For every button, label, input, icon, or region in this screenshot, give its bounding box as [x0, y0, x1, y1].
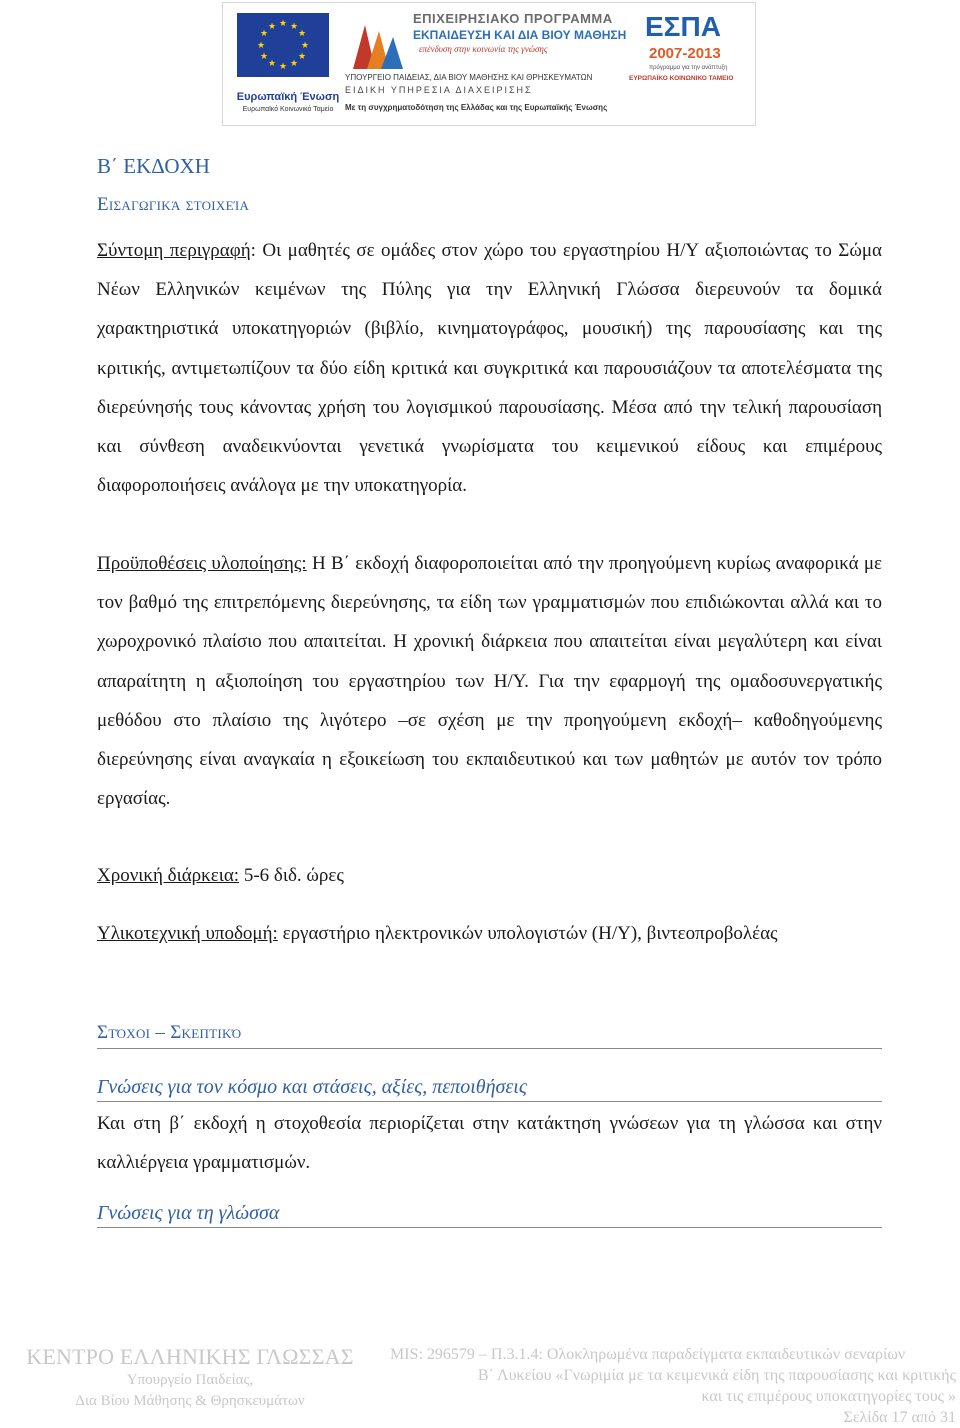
svg-text:★: ★ [289, 22, 299, 32]
prerequisites-text: Η Β΄ εκδοχή διαφοροποιείται από την προηγούμενη κυρίως αναφορικά με τον βαθμό της επιτρεπόμενης διερεύνησης, τα είδη των γραμματισμών που επιδιώκονται αλλά και το χωροχρονικό πλαίσιο που απαιτείται. Η χρονική διάρκεια που απαιτείται είναι μεγαλύτερη και είναι απαραίτητη η αξιοποίηση του εργαστηρίου των Η/Υ. Για την εφαρμογή της ομαδοσυνεργατικής μεθόδου στο πλαίσιο της λιγότερο –σε σχέση με την προηγούμενη εκδοχή– καθοδηγούμενης διερεύνησης είναι αναγκαία η εξοικείωση του εκπαιδευτικού και των μαθητών με αυτόν τον τρόπο εργασίας. [97, 553, 883, 810]
footer-right [390, 1344, 956, 1428]
program-slogan: επένδυση στην κοινωνία της γνώσης [419, 44, 548, 54]
version-heading: Β΄ ΕΚΔΟΧΗ [97, 154, 210, 178]
eu-name: Ευρωπαϊκή Ένωση [236, 91, 340, 103]
eu-fund-name: Ευρωπαϊκό Κοινωνικό Ταμείο [242, 106, 334, 113]
duration-label: Χρονική διάρκεια: [97, 865, 240, 886]
footer-mis-line2: Β΄ Λυκείου «Γνωριμία με τα κειμενικά είδη της παρουσίασης και κριτικής [477, 1367, 956, 1384]
page-footer [0, 1340, 960, 1427]
svg-text:★: ★ [300, 41, 310, 51]
footer-ministry-line2: Δια Βίου Μάθησης & Θρησκευμάτων [75, 1393, 305, 1409]
header-banner [222, 2, 756, 126]
prerequisites-label: Προϋποθέσεις υλοποίησης: [97, 553, 307, 574]
footer-ministry-line1: Υπουργείο Παιδείας, [126, 1372, 254, 1388]
goals-heading: Στόχοι – Σκεπτικό [97, 1022, 882, 1049]
footer-left [0, 1344, 380, 1412]
program-title: ΕΠΙΧΕΙΡΗΣΙΑΚΟ ΠΡΟΓΡΑΜΜΑ [413, 11, 613, 26]
espa-title: ΕΣΠΑ [645, 11, 721, 42]
program-emblem-icon [345, 17, 407, 77]
espa-years: 2007-2013 [649, 45, 721, 62]
ministry-name: ΥΠΟΥΡΓΕΙΟ ΠΑΙΔΕΙΑΣ, ΔΙΑ ΒΙΟΥ ΜΑΘΗΣΗΣ ΚΑΙ ΘΡΗΣΚΕΥΜΑΤΩΝ [345, 73, 593, 82]
page-number: Σελίδα 17 από 31 [843, 1409, 956, 1426]
world-knowledge-heading: Γνώσεις για τον κόσμο και στάσεις, αξίες, πεποιθήσεις [97, 1076, 882, 1102]
description-paragraph [97, 231, 882, 505]
world-knowledge-paragraph: Και στη β΄ εκδοχή η στοχοθεσία περιορίζεται στην κατάκτηση γνώσεων για τη γλώσσα και στην καλλιέργεια γραμματισμών. [97, 1113, 882, 1174]
svg-text:★: ★ [297, 52, 307, 62]
language-knowledge-heading: Γνώσεις για τη γλώσσα [97, 1202, 882, 1228]
svg-text:★: ★ [297, 29, 307, 39]
svg-text:★: ★ [259, 29, 269, 39]
duration-paragraph [97, 856, 882, 895]
footer-center-name: ΚΕΝΤΡΟ ΕΛΛΗΝΙΚΗΣ ΓΛΩΣΣΑΣ [26, 1344, 354, 1369]
intro-heading: Εισαγωγικά στοιχεία [97, 194, 250, 215]
eu-logo [233, 9, 340, 119]
agency-name: ΕΙΔΙΚΗ ΥΠΗΡΕΣΙΑ ΔΙΑΧΕΙΡΙΣΗΣ [345, 85, 533, 95]
svg-text:★: ★ [259, 52, 269, 62]
program-subtitle: ΕΚΠΑΙΔΕΥΣΗ ΚΑΙ ΔΙΑ ΒΙΟΥ ΜΑΘΗΣΗ [413, 28, 627, 42]
svg-text:★: ★ [289, 59, 299, 69]
svg-text:★: ★ [278, 19, 288, 29]
description-label: Σύντομη περιγραφή [97, 240, 251, 261]
svg-text:★: ★ [267, 59, 277, 69]
infrastructure-label: Υλικοτεχνική υποδομή: [97, 923, 278, 944]
prerequisites-paragraph [97, 544, 882, 818]
infrastructure-paragraph [97, 914, 882, 953]
duration-text: 5-6 διδ. ώρες [239, 865, 344, 886]
infrastructure-text: εργαστήριο ηλεκτρονικών υπολογιστών (Η/Υ), βιντεοπροβολέας [277, 923, 778, 944]
espa-logo [625, 11, 751, 101]
espa-fund: ΕΥΡΩΠΑΪΚΟ ΚΟΙΝΩΝΙΚΟ ΤΑΜΕΙΟ [629, 75, 734, 82]
svg-text:★: ★ [267, 22, 277, 32]
svg-text:★: ★ [256, 41, 266, 51]
description-text: : Οι μαθητές σε ομάδες στον χώρο του εργαστηρίου Η/Υ αξιοποιώντας το Σώμα Νέων Ελληνικών κειμένων της Πύλης για την Ελληνική Γλώσσα διερευνούν τα δομικά χαρακτηριστικά υποκατηγοριών (βιβλίο, κινηματογράφος, μουσική) της παρουσίασης και της κριτικής, αντιμετωπίζουν τα δύο είδη κριτικά και συγκριτικά και παρουσιάζουν τα αποτελέσματα της διερεύνησής τους κάνοντας χρήση του λογισμικού παρουσίασης. Μέσα από την τελική παρουσίαση και σύνθεση αναδεικνύονται γενετικά γνωρίσματα του κειμενικού είδους και επιμέρους διαφοροποιήσεις ανάλογα με την υποκατηγορία. [97, 240, 882, 497]
svg-text:★: ★ [278, 62, 288, 72]
espa-slogan: πρόγραμμα για την ανάπτυξη [649, 65, 728, 71]
cofunding-note: Με τη συγχρηματοδότηση της Ελλάδας και της Ευρωπαϊκής Ένωσης [345, 103, 608, 112]
footer-mis-line3: και τις επιμέρους υποκατηγορίες τους » [701, 1388, 956, 1405]
eu-flag-icon [237, 13, 329, 77]
footer-mis-line1: MIS: 296579 – Π.3.1.4: Ολοκληρωμένα παραδείγματα εκπαιδευτικών σεναρίων [390, 1346, 906, 1363]
